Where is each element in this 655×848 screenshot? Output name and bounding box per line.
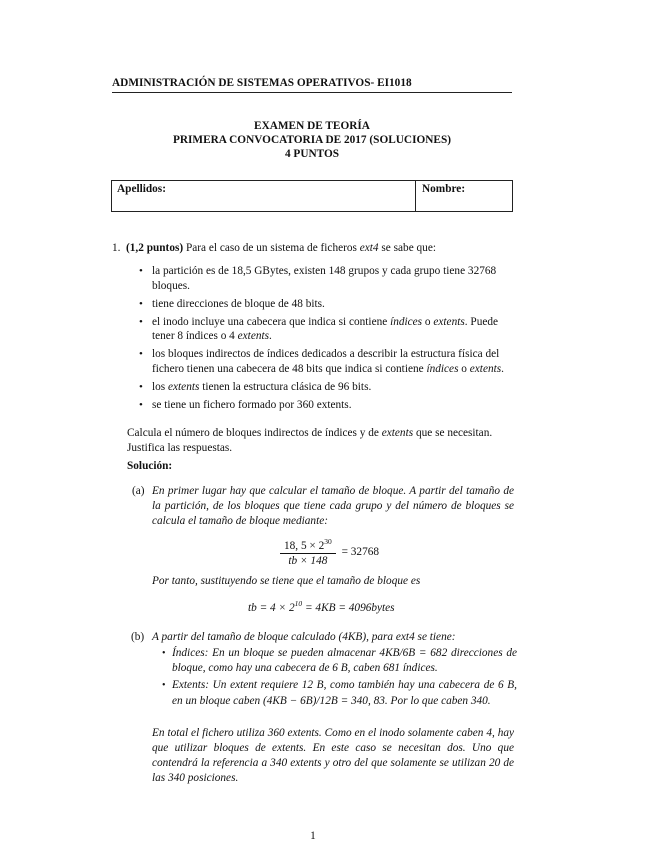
list-item (152, 678, 517, 708)
question-task (127, 426, 517, 455)
numerator-base: 18, 5 × 2 (284, 540, 325, 552)
intro-tail: se sabe que: (381, 242, 436, 254)
question-facts-list (127, 264, 515, 416)
question-number: 1. (112, 242, 121, 254)
fact-text: . Puede tener 8 índices o 4 (152, 315, 499, 343)
fact-text: tiene direcciones de bloque de 48 bits. (152, 297, 325, 310)
extents-explanation: Extents: Un extent requiere 12 B, como también hay una cabecera de 6 B, en un bloque caben (4KB − 6B)/12B = 340, 83. Por lo que caben 340. (172, 679, 517, 707)
part-a-label: (a) (132, 485, 145, 497)
course-header: ADMINISTRACIÓN DE SISTEMAS OPERATIVOS- EI1018 (112, 77, 512, 93)
fact-text: la partición es de 18,5 GBytes, existen 148 grupos y cada grupo tiene 32768 bloques. (152, 265, 497, 292)
part-b-list (152, 646, 517, 711)
fact-emph: extents (168, 381, 200, 394)
fact-text: los (152, 381, 166, 394)
block-size-equation (280, 537, 379, 567)
task-emph: extents (381, 427, 414, 439)
exam-subtitle: PRIMERA CONVOCATORIA DE 2017 (SOLUCIONES) (172, 134, 452, 146)
list-item (127, 398, 515, 413)
task-text: Calcula el número de bloques indirectos de índices y de (127, 427, 379, 439)
name-field[interactable] (416, 181, 512, 211)
part-b-label: (b) (131, 631, 145, 643)
fact-text: los bloques indirectos de índices dedicados a describir la estructura física del fichero tienen una cabecera de 48 bits que indica si contiene (152, 348, 500, 376)
student-info-box (111, 180, 513, 212)
list-item (152, 646, 517, 676)
fact-emph: extents (433, 315, 465, 328)
fraction-denominator (280, 554, 336, 567)
fact-text: . (269, 330, 272, 343)
fact-text: se tiene un fichero formado por 360 extents. (152, 399, 352, 412)
fraction-numerator (280, 537, 336, 554)
denominator-text: tb × 148 (288, 555, 328, 567)
task-text: que se necesitan. Justifica las respuestas. (127, 427, 493, 454)
page-number: 1 (310, 830, 316, 842)
list-item (127, 315, 515, 344)
exam-title-block (112, 119, 512, 161)
list-item (127, 264, 515, 293)
numerator-exponent: 30 (324, 537, 332, 546)
substitution-text: Por tanto, sustituyendo se tiene que el tamaño de bloque es (152, 575, 421, 587)
list-item (127, 297, 515, 312)
fact-emph: extents (237, 330, 270, 343)
surname-field[interactable] (112, 181, 416, 211)
part-a-text: En primer lugar hay que calcular el tamaño de bloque. A partir del tamaño de la partición, de los bloques que tiene cada grupo y del número de bloques se calcula el tamaño de bloque mediante: (152, 485, 514, 527)
fact-emph: índices (426, 363, 459, 376)
fact-text: o (424, 315, 431, 328)
fact-text: el inodo incluye una cabecera que indica si contiene (152, 315, 388, 328)
block-size-result (248, 599, 395, 614)
conclusion-paragraph: En total el fichero utiliza 360 extents. Como en el inodo solamente caben 4, hay que utilizar bloques de extents. En este caso se necesitan dos. Uno que contendrá la referencia a 340 extents y otro del que solamente se utilizan 20 de las 340 posiciones. (152, 727, 514, 784)
exam-points: 4 PUNTOS (284, 148, 340, 160)
exam-title: EXAMEN DE TEORÍA (254, 120, 370, 132)
fact-emph: extents (469, 363, 502, 376)
fact-emph: índices (390, 315, 423, 328)
question-points: (1,2 puntos) (126, 242, 184, 254)
list-item (127, 347, 515, 376)
part-b-intro: A partir del tamaño de bloque calculado (4KB), para ext4 se tiene: (152, 631, 456, 643)
result-rhs: = 4KB = 4096bytes (304, 602, 395, 614)
result-exponent: 10 (294, 599, 303, 608)
fact-text: o (461, 363, 467, 376)
list-item (127, 380, 515, 395)
fact-text: . (501, 363, 504, 376)
surname-label: Apellidos: (117, 183, 166, 195)
solution-heading: Solución: (127, 460, 173, 472)
equation-rhs: = 32768 (341, 546, 380, 558)
question-intro (126, 241, 436, 255)
name-label: Nombre: (422, 183, 466, 195)
equation-fraction (280, 537, 336, 567)
fact-text: tienen la estructura clásica de 96 bits. (202, 381, 372, 394)
indices-explanation: Índices: En un bloque se pueden almacenar 4KB/6B = 682 direcciones de bloque, como hay una cabecera de 6 B, caben 681 índices. (172, 647, 517, 675)
intro-filesystem: ext4 (359, 242, 379, 254)
intro-text: Para el caso de un sistema de ficheros (185, 242, 357, 254)
result-lhs: tb = 4 × 2 (248, 602, 295, 614)
